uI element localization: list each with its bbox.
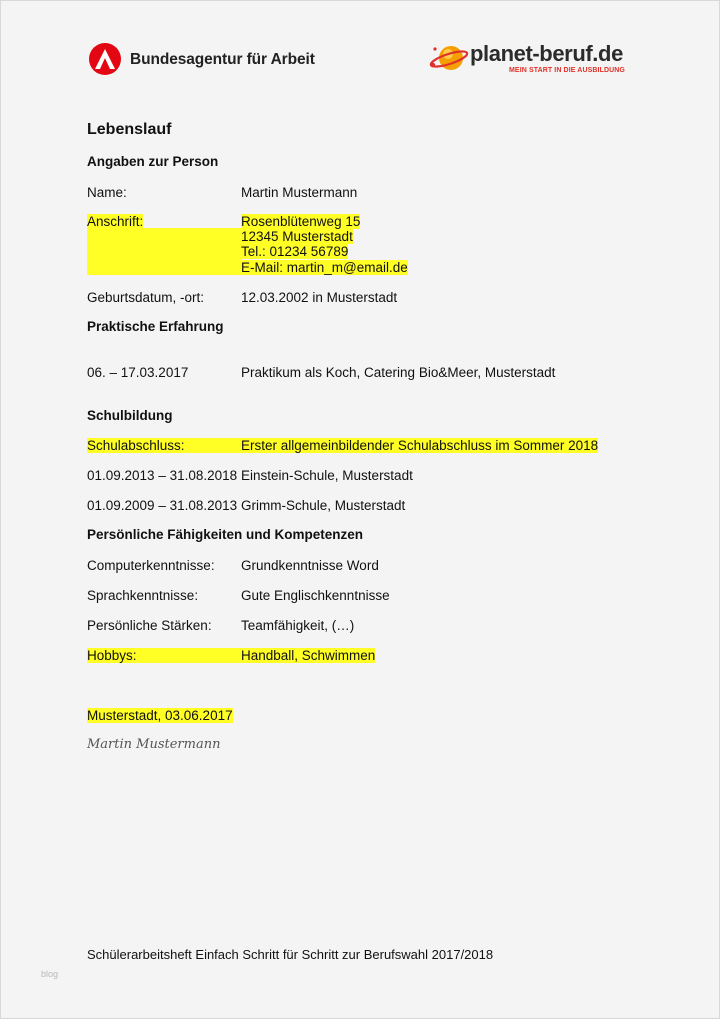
name-label: Name:	[87, 185, 127, 200]
education-period: 01.09.2009 – 31.08.2013	[87, 498, 238, 513]
footer-text: Schülerarbeitsheft Einfach Schritt für Schritt zur Berufswahl 2017/2018	[87, 947, 494, 962]
address-label: Anschrift:	[87, 214, 144, 229]
address-highlight	[87, 228, 241, 275]
bundesagentur-logo-icon	[89, 43, 121, 75]
signature: Martin Mustermann	[87, 737, 221, 752]
education-school: Grimm-Schule, Musterstadt	[241, 498, 406, 513]
page-title: Lebenslauf	[87, 121, 172, 138]
address-line: 12345 Musterstadt	[241, 229, 353, 244]
brand-name: planet-beruf.de	[470, 41, 623, 66]
skill-label: Computerkenntnisse:	[87, 558, 215, 573]
skills-heading: Persönliche Fähigkeiten und Kompetenzen	[87, 527, 364, 542]
watermark: blog	[41, 969, 59, 979]
agency-name: Bundesagentur für Arbeit	[130, 51, 315, 68]
brand-tagline: MEIN START IN DIE AUSBILDUNG	[509, 67, 625, 74]
name-value: Martin Mustermann	[241, 185, 358, 200]
experience-heading: Praktische Erfahrung	[87, 319, 224, 334]
hobbies-value: Handball, Schwimmen	[241, 648, 376, 663]
email-line: E-Mail: martin_m@email.de	[241, 260, 408, 275]
degree-label: Schulabschluss:	[87, 438, 243, 453]
skill-value: Gute Englischkenntnisse	[241, 588, 390, 603]
birth-label: Geburtsdatum, -ort:	[87, 290, 205, 305]
education-school: Einstein-Schule, Musterstadt	[241, 468, 413, 483]
skill-value: Teamfähigkeit, (…)	[241, 618, 355, 633]
skill-value: Grundkenntnisse Word	[241, 558, 379, 573]
skill-label: Persönliche Stärken:	[87, 618, 212, 633]
hobbies-label: Hobbys:	[87, 648, 243, 663]
skill-label: Sprachkenntnisse:	[87, 588, 199, 603]
birth-value: 12.03.2002 in Musterstadt	[241, 290, 398, 305]
degree-value: Erster allgemeinbildender Schulabschluss im Sommer 2018	[241, 438, 599, 453]
education-heading: Schulbildung	[87, 408, 173, 423]
phone-line: Tel.: 01234 56789	[241, 244, 349, 259]
person-heading: Angaben zur Person	[87, 154, 219, 169]
experience-description: Praktikum als Koch, Catering Bio&Meer, Musterstadt	[241, 365, 556, 380]
experience-date: 06. – 17.03.2017	[87, 365, 189, 380]
address-line: Rosenblütenweg 15	[241, 214, 361, 229]
planet-logo-icon	[429, 41, 469, 75]
place-date: Musterstadt, 03.06.2017	[87, 708, 233, 723]
education-period: 01.09.2013 – 31.08.2018	[87, 468, 238, 483]
